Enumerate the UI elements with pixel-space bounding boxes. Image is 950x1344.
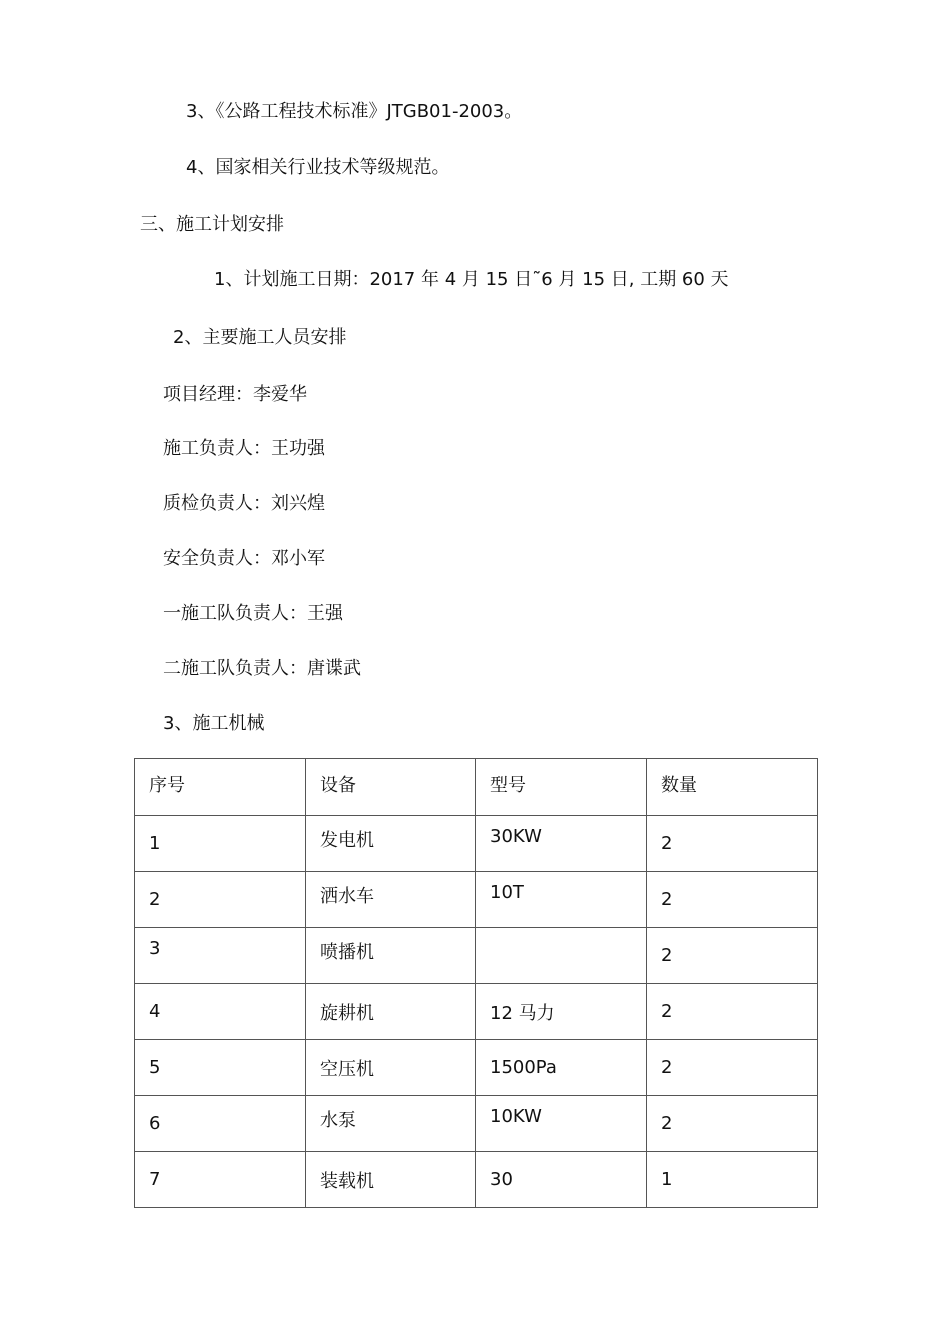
cell-model: 10T <box>476 872 647 928</box>
section-heading: 三、施工计划安排 <box>140 214 284 235</box>
header-cell-model: 型号 <box>476 759 647 816</box>
staff-team2-lead: 二施工队负责人：唐谍武 <box>163 658 361 679</box>
header-cell-index: 序号 <box>135 759 306 816</box>
staff-qc-lead: 质检负责人：刘兴煌 <box>163 493 325 514</box>
staff-construction-lead: 施工负责人：王功强 <box>163 438 325 459</box>
cell-equipment: 水泵 <box>306 1096 476 1152</box>
staff-safety-lead: 安全负责人：邓小军 <box>163 548 325 569</box>
staff-project-manager: 项目经理：李爱华 <box>163 384 307 405</box>
cell-index: 4 <box>135 984 306 1040</box>
staff-team1-lead: 一施工队负责人：王强 <box>163 603 343 624</box>
table-header-row <box>135 759 818 816</box>
cell-quantity: 2 <box>647 1096 818 1152</box>
cell-index: 3 <box>135 928 306 984</box>
table-row <box>135 816 818 872</box>
equipment-table <box>134 758 818 1208</box>
header-cell-equipment: 设备 <box>306 759 476 816</box>
plan-staff-heading: 2、主要施工人员安排 <box>173 327 347 348</box>
cell-model <box>476 928 647 984</box>
cell-quantity: 2 <box>647 928 818 984</box>
cell-index: 6 <box>135 1096 306 1152</box>
cell-index: 2 <box>135 872 306 928</box>
table-row <box>135 1096 818 1152</box>
table-row <box>135 872 818 928</box>
cell-model: 12 马力 <box>476 984 647 1040</box>
cell-equipment: 发电机 <box>306 816 476 872</box>
cell-equipment: 旋耕机 <box>306 984 476 1040</box>
cell-equipment: 空压机 <box>306 1040 476 1096</box>
cell-model: 10KW <box>476 1096 647 1152</box>
table-row <box>135 984 818 1040</box>
table-row <box>135 1152 818 1208</box>
cell-equipment: 喷播机 <box>306 928 476 984</box>
header-cell-quantity: 数量 <box>647 759 818 816</box>
table-row <box>135 1040 818 1096</box>
cell-quantity: 1 <box>647 1152 818 1208</box>
table-row <box>135 928 818 984</box>
cell-index: 7 <box>135 1152 306 1208</box>
cell-equipment: 装载机 <box>306 1152 476 1208</box>
reference-item-3: 3、《公路工程技术标准》JTGB01-2003。 <box>186 101 523 122</box>
cell-quantity: 2 <box>647 872 818 928</box>
plan-schedule: 1、计划施工日期：2017 年 4 月 15 日˜6 月 15 日, 工期 60 天 <box>214 269 729 290</box>
reference-item-4: 4、国家相关行业技术等级规范。 <box>186 157 450 178</box>
cell-model: 30 <box>476 1152 647 1208</box>
cell-model: 30KW <box>476 816 647 872</box>
cell-equipment: 洒水车 <box>306 872 476 928</box>
cell-quantity: 2 <box>647 816 818 872</box>
plan-machinery-heading: 3、施工机械 <box>163 713 265 734</box>
cell-model: 1500Pa <box>476 1040 647 1096</box>
cell-quantity: 2 <box>647 1040 818 1096</box>
cell-quantity: 2 <box>647 984 818 1040</box>
cell-index: 5 <box>135 1040 306 1096</box>
cell-index: 1 <box>135 816 306 872</box>
